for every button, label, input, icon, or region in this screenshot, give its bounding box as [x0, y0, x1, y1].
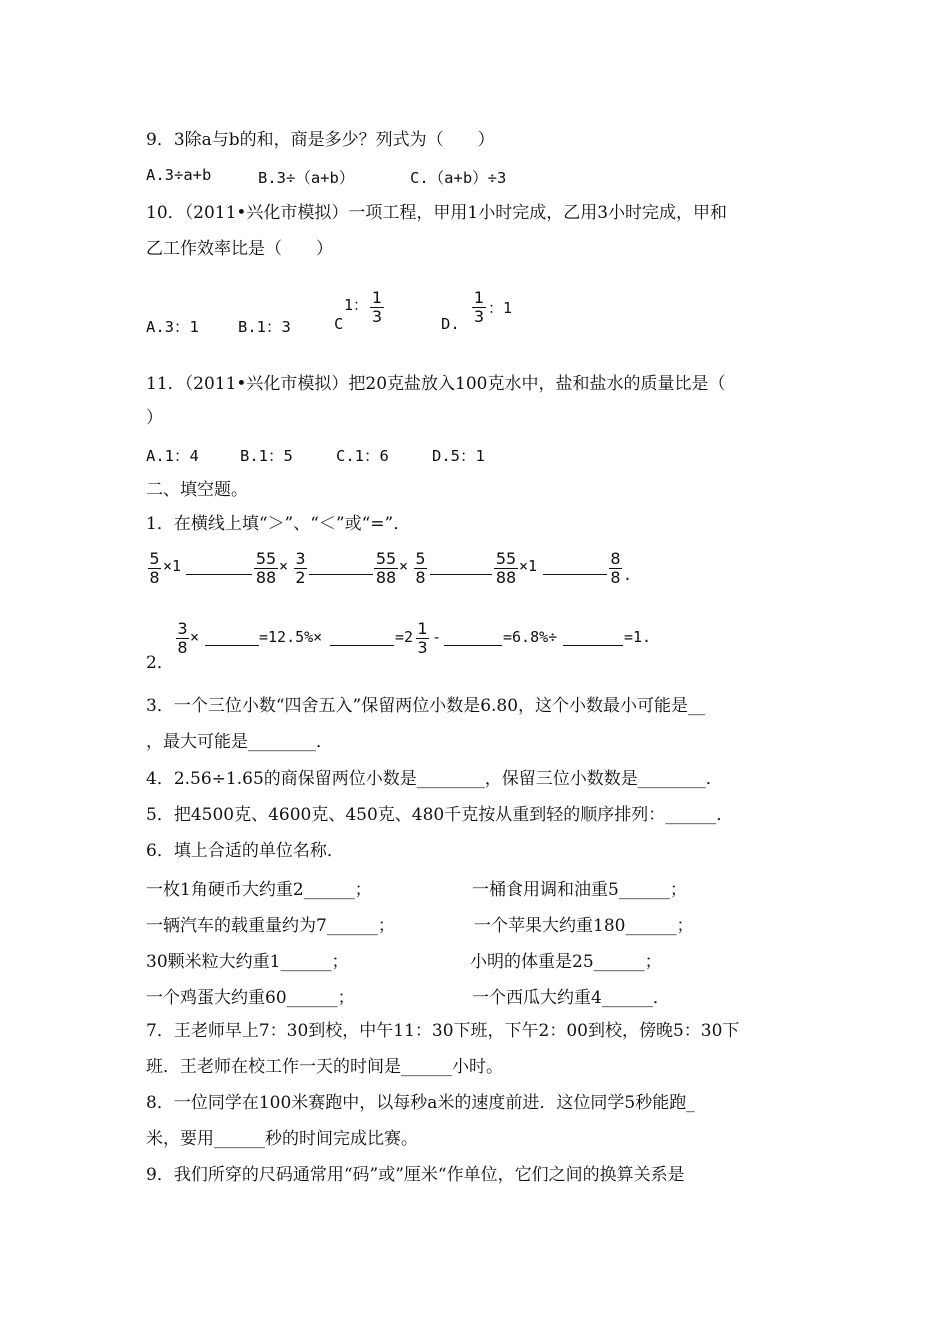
q1-fraction-7	[609, 550, 622, 587]
denominator: 88	[495, 568, 517, 587]
q1-times-2: ×1	[519, 557, 538, 575]
q6-right-3: 小明的体重是25______；	[470, 952, 662, 972]
q2-times: ×	[190, 628, 200, 646]
q2-blank-2[interactable]	[330, 645, 394, 646]
q2-text-4: =6.8%÷	[503, 628, 558, 646]
denominator: 88	[255, 568, 277, 587]
q2-text-3: -	[432, 628, 442, 646]
numerator: 55	[375, 549, 397, 568]
numerator: 55	[255, 549, 277, 568]
q1-end-period: .	[623, 566, 633, 584]
q1-times-symbol: ×	[279, 557, 289, 575]
q11-option-a: A.1：4	[146, 447, 199, 465]
q7-line2: 班．王老师在校工作一天的时间是______小时。	[146, 1057, 503, 1077]
q11-stem-line2: ）	[146, 408, 163, 428]
numerator: 1	[473, 288, 485, 307]
q10-stem-line2: 乙工作效率比是（ ）	[146, 239, 333, 259]
q1-fraction-6	[494, 550, 518, 587]
denominator: 8	[610, 568, 621, 587]
numerator: 3	[177, 619, 188, 638]
q1-fraction-1	[148, 550, 161, 587]
q10-option-d-suffix: ：1	[488, 299, 513, 317]
denominator: 3	[473, 307, 485, 326]
numerator: 1	[417, 619, 428, 638]
q6-right-2: 一个苹果大约重180______；	[474, 916, 694, 936]
q11-option-d: D.5：1	[432, 447, 485, 465]
q1-fraction-2	[254, 550, 278, 587]
q3-line1: 3．一个三位小数“四舍五入”保留两位小数是6.80，这个小数最小可能是__	[146, 696, 706, 716]
q10-option-a: A.3：1	[146, 318, 199, 336]
q6-left-1: 一枚1角硬币大约重2______；	[146, 880, 372, 900]
denominator: 3	[417, 638, 428, 657]
q3-line2: ，最大可能是________．	[146, 732, 333, 752]
q1-blank-1[interactable]	[186, 574, 252, 575]
q8-line1: 8．一位同学在100米赛跑中，以每秒a米的速度前进．这位同学5秒能跑_	[146, 1093, 695, 1113]
q1-fraction-5	[414, 550, 427, 587]
q9-option-a: A.3÷a+b	[146, 166, 212, 184]
fill-q1-stem: 1．在横线上填“＞”、“＜”或“=”．	[146, 514, 411, 534]
q11-option-b: B.1：5	[240, 447, 293, 465]
q9-option-c: C.（a+b）÷3	[410, 169, 507, 187]
q6-left-4: 一个鸡蛋大约重60______；	[146, 988, 355, 1008]
q2-mixed-fraction	[416, 620, 429, 657]
q2-blank-4[interactable]	[563, 645, 623, 646]
q10-option-c-fraction	[370, 289, 384, 326]
q6-stem: 6．填上合适的单位名称．	[146, 841, 344, 861]
q1-times-1: ×1	[163, 557, 182, 575]
numerator: 55	[495, 549, 517, 568]
q9-fill-text: 9．我们所穿的尺码通常用“码”或”厘米“作单位，它们之间的换算关系是	[146, 1165, 685, 1185]
denominator: 8	[415, 568, 426, 587]
section-heading: 二、填空题。	[146, 480, 248, 500]
numerator: 8	[610, 549, 621, 568]
q10-option-d-label: D.	[441, 315, 460, 333]
q10-option-c-prefix: 1：	[344, 296, 369, 314]
q7-line1: 7．王老师早上7：30到校，中午11：30下班，下午2：00到校，傍晚5：30下	[146, 1021, 740, 1041]
denominator: 2	[295, 568, 306, 587]
q10-option-b: B.1：3	[238, 318, 291, 336]
q1-times-symbol: ×	[399, 557, 409, 575]
numerator: 5	[149, 549, 160, 568]
q6-left-2: 一辆汽车的载重量约为7______；	[146, 916, 395, 936]
q9-option-b: B.3÷（a+b）	[258, 169, 355, 187]
numerator: 3	[295, 549, 306, 568]
q1-fraction-3	[294, 550, 307, 587]
q10-option-d-fraction	[472, 289, 486, 326]
q2-fraction	[176, 620, 189, 657]
q2-text-5: =1.	[624, 628, 652, 646]
q5-text: 5．把4500克、4600克、450克、480千克按从重到轻的顺序排列：______．	[146, 805, 734, 825]
denominator: 8	[149, 568, 160, 587]
q6-left-3: 30颗米粒大约重1______；	[146, 952, 349, 972]
denominator: 8	[177, 638, 188, 657]
denominator: 3	[371, 307, 383, 326]
q6-right-1: 一桶食用调和油重5______；	[472, 880, 687, 900]
q4-text: 4．2.56÷1.65的商保留两位小数是________，保留三位小数数是________．	[146, 769, 723, 789]
q1-blank-3[interactable]	[430, 574, 492, 575]
q2-blank-1[interactable]	[205, 645, 259, 646]
q10-stem-line1: 10．（2011•兴化市模拟）一项工程，甲用1小时完成，乙用3小时完成，甲和	[146, 203, 728, 223]
q6-right-4: 一个西瓜大约重4______．	[472, 988, 670, 1008]
numerator: 1	[371, 288, 383, 307]
q2-text-1: =12.5%×	[259, 628, 323, 646]
denominator: 88	[375, 568, 397, 587]
q1-blank-2[interactable]	[309, 574, 373, 575]
q9-stem: 9．3除a与b的和，商是多少？列式为（ ）	[146, 130, 495, 150]
q1-fraction-4	[374, 550, 398, 587]
q2-label: 2．	[146, 653, 174, 673]
q11-option-c: C.1：6	[336, 447, 389, 465]
q8-line2: 米，要用______秒的时间完成比赛。	[146, 1129, 418, 1149]
q11-stem-line1: 11．（2011•兴化市模拟）把20克盐放入100克水中，盐和盐水的质量比是（	[146, 374, 726, 394]
numerator: 5	[415, 549, 426, 568]
q2-blank-3[interactable]	[444, 645, 502, 646]
q10-option-c-label: C	[334, 315, 344, 333]
q2-text-2: =2	[395, 628, 414, 646]
q1-blank-4[interactable]	[543, 574, 607, 575]
